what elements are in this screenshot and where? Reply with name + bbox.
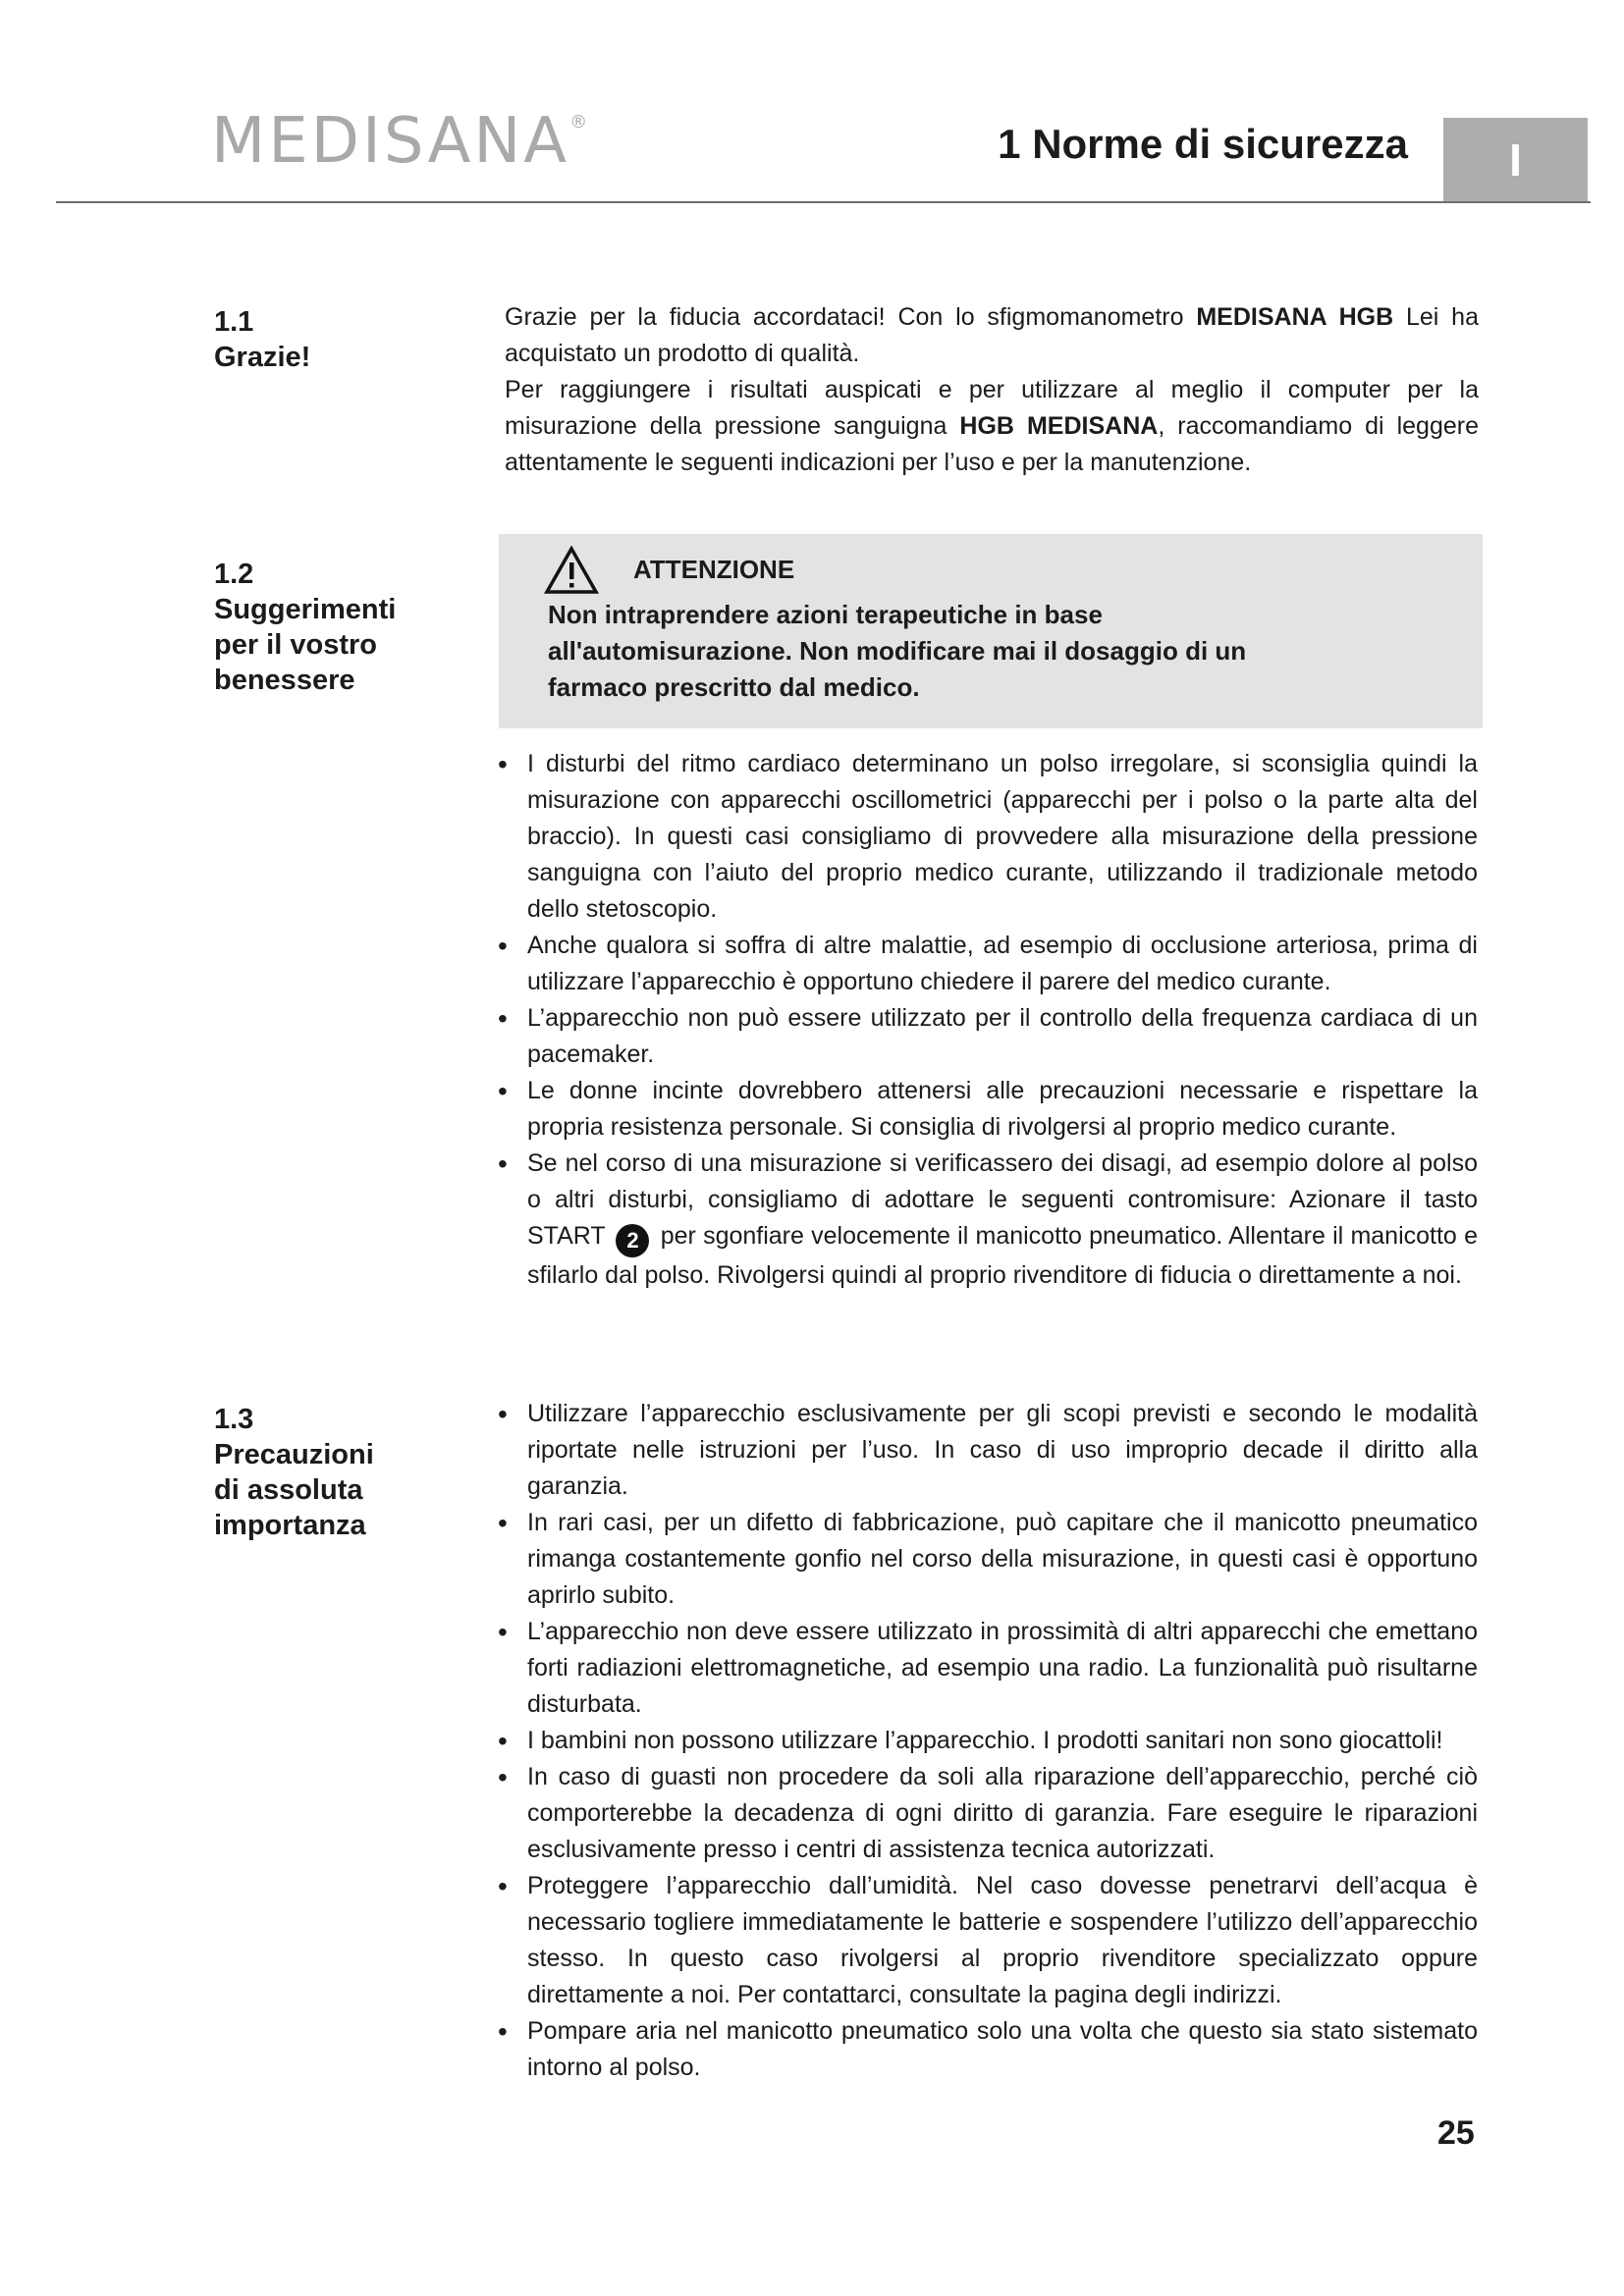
registered-mark: ® bbox=[569, 112, 588, 133]
section-title-line: importanza bbox=[214, 1510, 366, 1541]
start-button-number-badge: 2 bbox=[616, 1224, 649, 1257]
list-item: • Pompare aria nel manicotto pneumatico solo una volta che questo sia stato sistemato intorno al polso. bbox=[496, 2013, 1478, 2086]
list-item: • L’apparecchio non può essere utilizzato per il controllo della frequenza cardiaca di un pacemaker. bbox=[496, 1000, 1478, 1073]
warning-line: all'automisurazione. Non modificare mai il dosaggio di un bbox=[548, 636, 1247, 666]
section-title-line: Suggerimenti bbox=[214, 594, 397, 625]
list-item: • Se nel corso di una misurazione si verificassero dei disagi, ad esempio dolore al polso o altri disturbi, consigliamo di adottare le seguenti contromisure: Azionare il tasto START 2 per sgonfiare velocemente il manicotto pneumatico. Allentare il manicotto e sfilarlo dal polso. Rivolgersi quindi al proprio rivenditore di fiducia o direttamente a noi. bbox=[496, 1146, 1478, 1294]
list-item: • Anche qualora si soffra di altre malattie, ad esempio di occlusione arteriosa, prima di utilizzare l’apparecchio è opportuno chiedere il parere del medico curante. bbox=[496, 928, 1478, 1000]
list-item: • Proteggere l’apparecchio dall’umidità. Nel caso dovesse penetrarvi dell’acqua è necessario togliere immediatamente le batterie e sospendere l’utilizzo dell’apparecchio stesso. In questo caso rivolgersi al proprio rivenditore specializzato oppure direttamente a noi. Per contattarci, consultate la pagina degli indirizzi. bbox=[496, 1868, 1478, 2013]
warning-triangle-icon bbox=[544, 546, 599, 595]
section-1-2-list bbox=[496, 746, 1478, 1294]
section-1-1-paragraph-2: Per raggiungere i risultati auspicati e per utilizzare al meglio il computer per la misurazione della pressione sanguigna HGB MEDISANA, raccomandiamo di leggere attentamente le seguenti indicazioni per l’uso e per la manutenzione. bbox=[505, 376, 1479, 476]
section-1-3-list bbox=[496, 1396, 1478, 2086]
list-item: • Le donne incinte dovrebbero attenersi alle precauzioni necessarie e rispettare la propria resistenza personale. Si consiglia di rivolgersi al proprio medico curante. bbox=[496, 1073, 1478, 1146]
chapter-title: 1 Norme di sicurezza bbox=[998, 121, 1408, 167]
warning-box bbox=[499, 534, 1483, 728]
section-title-line: Precauzioni bbox=[214, 1439, 374, 1470]
section-number: 1.3 bbox=[214, 1404, 254, 1435]
section-1-1-heading bbox=[214, 304, 310, 375]
section-title-line: per il vostro bbox=[214, 629, 377, 661]
list-item: • I bambini non possono utilizzare l’apparecchio. I prodotti sanitari non sono giocattoli! bbox=[496, 1723, 1478, 1759]
warning-text bbox=[548, 597, 1432, 706]
section-1-1-paragraph-1: Grazie per la fiducia accordataci! Con lo sfigmomanometro MEDISANA HGB Lei ha acquistato un prodotto di qualità. bbox=[505, 303, 1479, 367]
brand-name: MEDISANA bbox=[211, 105, 570, 178]
brand-logo bbox=[211, 105, 588, 178]
section-title-line: Grazie! bbox=[214, 342, 311, 373]
section-title-line: di assoluta bbox=[214, 1474, 363, 1506]
page-number: 25 bbox=[1437, 2114, 1475, 2152]
list-item: • Utilizzare l’apparecchio esclusivamente per gli scopi previsti e secondo le modalità riportate nelle istruzioni per l’uso. In caso di uso improprio decade il diritto alla garanzia. bbox=[496, 1396, 1478, 1505]
list-item: • L’apparecchio non deve essere utilizzato in prossimità di altri apparecchi che emettano forti radiazioni elettromagnetiche, ad esempio una radio. La funzionalità può risultarne disturbata. bbox=[496, 1614, 1478, 1723]
language-tab: I bbox=[1443, 118, 1588, 201]
warning-line: Non intraprendere azioni terapeutiche in base bbox=[548, 600, 1103, 629]
header-divider bbox=[56, 201, 1591, 203]
list-item: • In rari casi, per un difetto di fabbricazione, può capitare che il manicotto pneumatico rimanga costantemente gonfio nel corso della misurazione, in questi casi è opportuno aprirlo subito. bbox=[496, 1505, 1478, 1614]
product-name: HGB MEDISANA bbox=[959, 412, 1159, 440]
section-1-2-heading bbox=[214, 557, 396, 698]
list-item: • I disturbi del ritmo cardiaco determinano un polso irregolare, si sconsiglia quindi la misurazione con apparecchi oscillometrici (apparecchi per i polso o la parte alta del braccio). In questi casi consigliamo di provvedere alla misurazione della pressione sanguigna con l’aiuto del proprio medico curante, utilizzando il tradizionale metodo dello stetoscopio. bbox=[496, 746, 1478, 928]
section-title-line: benessere bbox=[214, 665, 355, 696]
product-name: MEDISANA HGB bbox=[1196, 303, 1394, 331]
warning-title: ATTENZIONE bbox=[633, 555, 795, 584]
section-number: 1.2 bbox=[214, 559, 254, 590]
section-number: 1.1 bbox=[214, 306, 254, 338]
list-item: • In caso di guasti non procedere da soli alla riparazione dell’apparecchio, perché ciò comporterebbe la decadenza di ogni diritto di garanzia. Fare eseguire le riparazioni esclusivamente presso i centri di assistenza tecnica autorizzati. bbox=[496, 1759, 1478, 1868]
section-1-3-heading bbox=[214, 1402, 374, 1543]
warning-line: farmaco prescritto dal medico. bbox=[548, 672, 920, 702]
